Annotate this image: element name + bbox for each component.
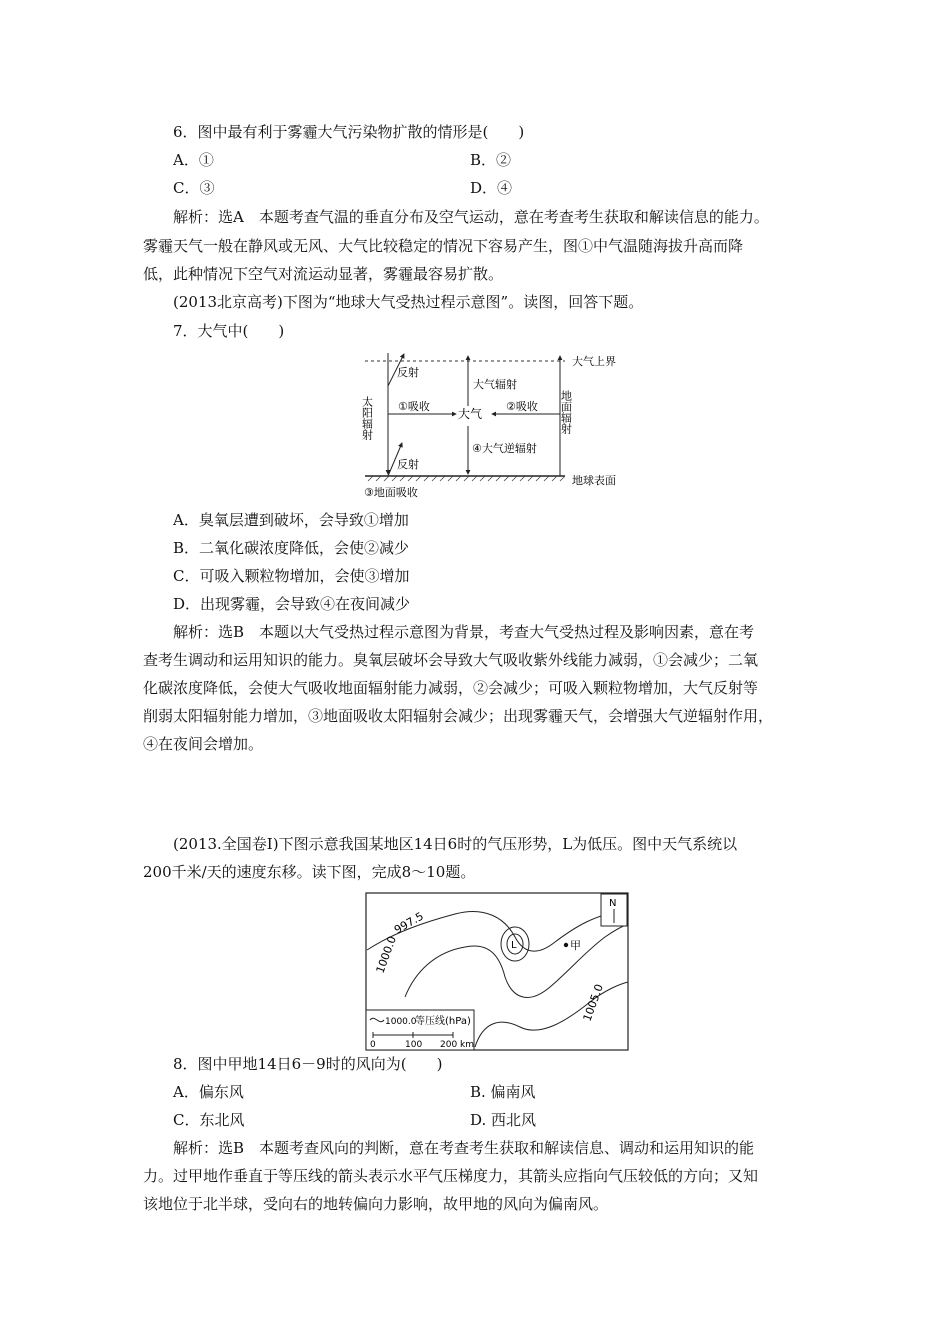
intro-q7: (2013北京高考)下图为“地球大气受热过程示意图”。读图，回答下题。 [173,293,644,311]
q7-analysis-line: 解析：选B 本题以大气受热过程示意图为背景，考查大气受热过程及影响因素，意在考 [173,623,755,641]
surface-label: 地球表面 [572,474,616,487]
q7-option-a: A．臭氧层遭到破坏，会导致①增加 [173,511,409,529]
legend-line-value: 1000.0 [385,1017,417,1027]
atm-radiation: 大气辐射 [473,378,517,391]
left-label: 太阳辐射 [360,396,374,440]
center-label: 大气 [458,407,483,421]
right-label: 地面辐射 [559,390,573,434]
q6-option-d: D．④ [470,179,513,197]
q7-analysis-line: 化碳浓度降低，会使大气吸收地面辐射能力减弱，②会减少；可吸入颗粒物增加，大气反射等 [143,679,759,697]
q6-analysis-line: 解析：选A 本题考查气温的垂直分布及空气运动，意在考查考生获取和解读信息的能力。 [173,208,769,226]
q6-option-b: B．② [470,151,512,169]
scale-label: 0 [370,1040,376,1050]
intro-q8: 200千米/天的速度东移。读下图，完成8～10题。 [143,863,476,881]
isobar-1005 [475,982,628,1047]
legend-line-name: 等压线(hPa) [415,1016,471,1027]
q8-analysis-line: 解析：选B 本题考查风向的判断，意在考查考生获取和解读信息、调动和运用知识的能 [173,1139,755,1157]
question-8-stem: 8．图中甲地14日6－9时的风向为( ) [173,1055,443,1073]
reflect-bottom: 反射 [397,458,419,471]
scale-label: 100 [405,1040,423,1050]
isobar-label: 1005.0 [580,982,606,1024]
ground-absorb: ③地面吸收 [364,486,418,498]
intro-q8: (2013.全国卷Ⅰ)下图示意我国某地区14日6时的气压形势，L为低压。图中天气系统以 [173,835,738,853]
q8-option-b: B. 偏南风 [470,1083,536,1101]
q6-option-c: C．③ [173,179,215,197]
q7-analysis-line: 查考生调动和运用知识的能力。臭氧层破坏会导致大气吸收紫外线能力减弱，①会减少；二氧 [143,651,759,669]
q7-analysis-line: ④在夜间会增加。 [143,735,264,753]
low-label: L [511,940,517,951]
top-label: 大气上界 [572,355,616,368]
reflect-top: 反射 [397,366,419,379]
absorb1: ①吸收 [398,400,430,413]
isobar-map [365,892,630,1052]
location-jia-dot [564,943,568,947]
q7-option-c: C．可吸入颗粒物增加，会使③增加 [173,567,410,585]
scale-label: 200 km [440,1040,475,1050]
q8-analysis-line: 该地位于北半球，受向右的地转偏向力影响，故甲地的风向为偏南风。 [143,1195,609,1213]
q8-option-c: C．东北风 [173,1111,245,1129]
q6-analysis-line: 低，此种情况下空气对流运动显著，雾霾最容易扩散。 [143,265,504,283]
q7-option-d: D．出现雾霾，会导致④在夜间减少 [173,595,411,613]
north-label: N [609,898,617,909]
atmosphere-heating-diagram [360,348,650,498]
q8-option-a: A．偏东风 [173,1083,244,1101]
location-jia: 甲 [570,939,581,952]
q6-analysis-line: 雾霾天气一般在静风或无风、大气比较稳定的情况下容易产生，图①中气温随海拔升高而降 [143,237,744,255]
counter-radiation: ④大气逆辐射 [472,442,537,455]
q8-analysis-line: 力。过甲地作垂直于等压线的箭头表示水平气压梯度力，其箭头应指向气压较低的方向；又知 [143,1167,759,1185]
isobar-label: 997.5 [392,909,426,937]
q7-option-b: B．二氧化碳浓度降低，会使②减少 [173,539,410,557]
question-7-stem: 7．大气中( ) [173,322,285,340]
absorb2: ②吸收 [506,400,538,413]
isobar-label: 1000.0 [373,934,399,976]
q7-analysis-line: 削弱太阳辐射能力增加，③地面吸收太阳辐射会减少；出现雾霾天气，会增强大气逆辐射作用， [143,707,774,725]
q6-option-a: A．① [173,151,214,169]
q8-option-d: D. 西北风 [470,1111,537,1129]
question-6-stem: 6．图中最有利于雾霾大气污染物扩散的情形是( ) [173,123,525,141]
